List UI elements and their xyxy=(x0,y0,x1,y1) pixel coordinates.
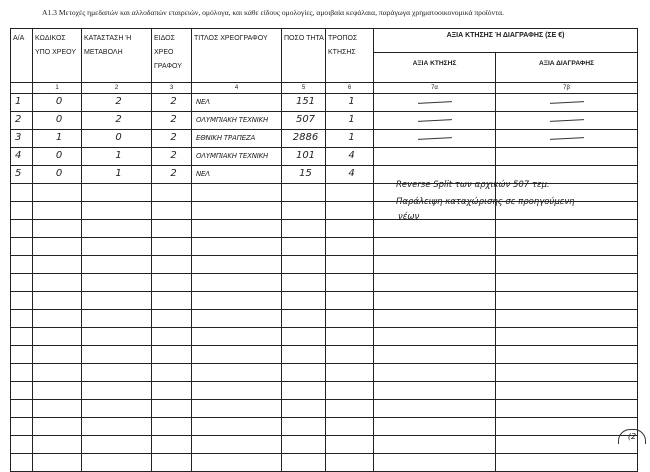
cell-aa: 4 xyxy=(11,148,33,166)
col-number: 5 xyxy=(282,83,326,94)
cell-acq xyxy=(374,130,496,148)
cell-title: ΟΛΥΜΠΙΑΚΗ ΤΕΧΝΙΚΗ xyxy=(192,148,282,166)
cell-del xyxy=(496,112,638,130)
cell-status: 0 xyxy=(82,130,152,148)
header-value: ΑΞΙΑ ΚΤΗΣΗΣ Ή ΔΙΑΓΡΑΦΗΣ (ΣΕ €) xyxy=(374,29,638,53)
table-row xyxy=(11,148,638,166)
col-number: 7α xyxy=(374,83,496,94)
header-code: ΚΩΔΙΚΟΣ ΥΠΟ ΧΡΕΟΥ xyxy=(33,29,82,83)
cell-status: 2 xyxy=(82,94,152,112)
header-mode: ΤΡΟΠΟΣ ΚΤΗΣΗΣ xyxy=(326,29,374,83)
cell-acq xyxy=(374,94,496,112)
col-number: 7β xyxy=(496,83,638,94)
dash-mark xyxy=(417,101,451,104)
dash-mark xyxy=(549,101,583,104)
cell-aa: 5 xyxy=(11,166,33,184)
cell-status: 2 xyxy=(82,112,152,130)
cell-title: ΟΛΥΜΠΙΑΚΗ ΤΕΧΝΙΚΗ xyxy=(192,112,282,130)
cell-qty: 101 xyxy=(282,148,326,166)
securities-table xyxy=(10,28,638,472)
header-title: ΤΙΤΛΟΣ ΧΡΕΟΓΡΑΦΟΥ xyxy=(192,29,282,83)
dash-mark xyxy=(417,137,451,140)
note-reverse-split: Reverse Split των αρχικών 507 τεμ. xyxy=(396,180,550,190)
cell-del xyxy=(496,148,638,166)
cell-code: 0 xyxy=(33,148,82,166)
cell-mode: 4 xyxy=(326,148,374,166)
cell-mode: 1 xyxy=(326,94,374,112)
header-kind: ΕΙΔΟΣ ΧΡΕΟ ΓΡΑΦΟΥ xyxy=(152,29,192,83)
cell-kind: 2 xyxy=(152,166,192,184)
col-number: 3 xyxy=(152,83,192,94)
cell-title: ΝΕΛ xyxy=(192,94,282,112)
table-row xyxy=(11,130,638,148)
cell-acq xyxy=(374,148,496,166)
dash-mark xyxy=(549,119,583,122)
header-deletion: ΑΞΙΑ ΔΙΑΓΡΑΦΗΣ xyxy=(496,53,638,83)
note-omission: Παράλειψη καταχώρισης σε προηγούμενη xyxy=(396,197,575,207)
cell-qty: 507 xyxy=(282,112,326,130)
dash-mark xyxy=(417,119,451,122)
page-number-mark: (2 xyxy=(618,429,646,444)
cell-mode: 4 xyxy=(326,166,374,184)
cell-title: ΝΕΛ xyxy=(192,166,282,184)
cell-kind: 2 xyxy=(152,148,192,166)
cell-title: ΕΘΝΙΚΗ ΤΡΑΠΕΖΑ xyxy=(192,130,282,148)
cell-kind: 2 xyxy=(152,130,192,148)
cell-code: 0 xyxy=(33,166,82,184)
cell-mode: 1 xyxy=(326,112,374,130)
header-qty: ΠΟΣΟ ΤΗΤΑ xyxy=(282,29,326,83)
cell-qty: 15 xyxy=(282,166,326,184)
col-number: 4 xyxy=(192,83,282,94)
cell-aa: 3 xyxy=(11,130,33,148)
note-omission-cont: νέων xyxy=(398,212,420,222)
cell-code: 1 xyxy=(33,130,82,148)
cell-qty: 2886 xyxy=(282,130,326,148)
col-number: 1 xyxy=(33,83,82,94)
cell-del xyxy=(496,94,638,112)
cell-status: 1 xyxy=(82,166,152,184)
cell-kind: 2 xyxy=(152,94,192,112)
cell-code: 0 xyxy=(33,112,82,130)
cell-code: 0 xyxy=(33,94,82,112)
cell-aa: 1 xyxy=(11,94,33,112)
col-number: 2 xyxy=(82,83,152,94)
header-status: ΚΑΤΑΣΤΑΣΗ Ή ΜΕΤΑΒΟΛΗ xyxy=(82,29,152,83)
col-number: 6 xyxy=(326,83,374,94)
cell-qty: 151 xyxy=(282,94,326,112)
cell-status: 1 xyxy=(82,148,152,166)
cell-mode: 1 xyxy=(326,130,374,148)
table-row xyxy=(11,94,638,112)
dash-mark xyxy=(549,137,583,140)
cell-aa: 2 xyxy=(11,112,33,130)
cell-kind: 2 xyxy=(152,112,192,130)
header-acquisition: ΑΞΙΑ ΚΤΗΣΗΣ xyxy=(374,53,496,83)
cell-acq xyxy=(374,112,496,130)
header-aa: Α/Α xyxy=(11,29,33,83)
table-row xyxy=(11,112,638,130)
section-title: Α1.3 Μετοχές ημεδαπών και αλλοδαπών εταιρειών, ομόλογα, και κάθε είδους ομολογίες, αμοιβαία κεφάλαια, παράγωγα χρηματοοικονομικά προϊόντα. xyxy=(42,8,504,17)
cell-del xyxy=(496,130,638,148)
